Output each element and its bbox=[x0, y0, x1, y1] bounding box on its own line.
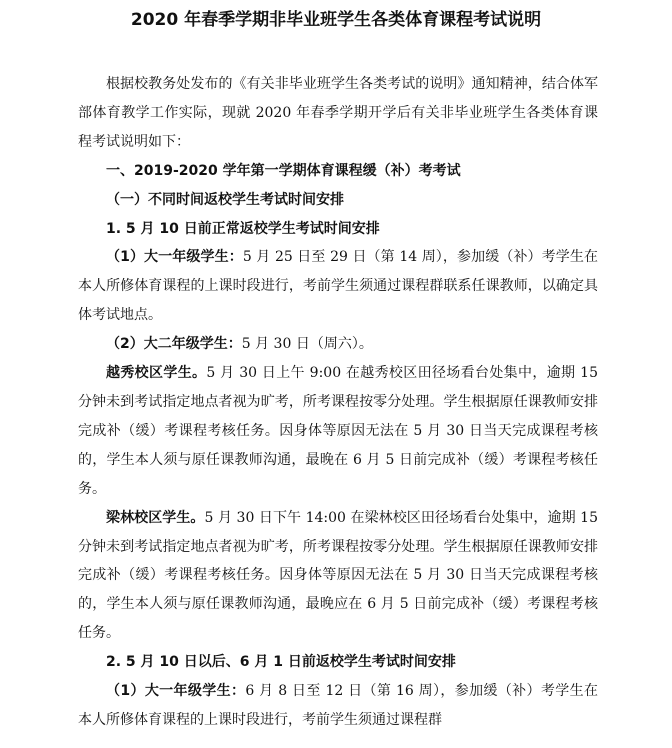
intro-paragraph: 根据校教务处发布的《有关非毕业班学生各类考试的说明》通知精神，结合体军部体育教学工作实际，现就 2020 年春季学期开学后有关非毕业班学生各类体育课程考试说明如下： bbox=[78, 76, 598, 150]
subsection-heading: （一）不同时间返校学生考试时间安排 bbox=[106, 191, 344, 208]
freshman-paragraph bbox=[78, 243, 598, 330]
freshman-label-2: （1）大一年级学生： bbox=[106, 683, 246, 700]
sophomore-paragraph bbox=[78, 330, 598, 359]
item-heading-2: 2. 5 月 10 日以后、6 月 1 日前返校学生考试时间安排 bbox=[106, 654, 456, 671]
yuexiu-paragraph bbox=[78, 359, 598, 504]
yuexiu-label: 越秀校区学生。 bbox=[106, 365, 207, 382]
sophomore-label: （2）大二年级学生： bbox=[106, 336, 242, 353]
freshman-text-2: 6 月 8 日至 12 日（第 16 周），参加缓（补）考学生在本人所修体育课程的上课时段进行，考前学生须通过课程群 bbox=[78, 683, 598, 728]
item-heading: 1. 5 月 10 日前正常返校学生考试时间安排 bbox=[106, 220, 380, 237]
yuexiu-text: 5 月 30 日上午 9:00 在越秀校区田径场看台处集中，逾期 15 分钟未到考试指定地点者视为旷考，所考课程按零分处理。学生根据原任课教师安排完成补（缓）考课程考核任务。因身体等原因无法在 5 月 30 日当天完成课程考核的，学生本人须与原任课教师沟通，最晚在 6 月 5 日前完成补（缓）考课程考核任务。 bbox=[78, 365, 598, 497]
lianglin-paragraph bbox=[78, 504, 598, 649]
lianglin-label: 梁林校区学生。 bbox=[106, 509, 205, 526]
freshman-label: （1）大一年级学生： bbox=[106, 249, 243, 266]
document-body bbox=[78, 70, 598, 735]
document-title: 2020 年春季学期非毕业班学生各类体育课程考试说明 bbox=[130, 10, 542, 30]
freshman-text: 5 月 25 日至 29 日（第 14 周），参加缓（补）考学生在本人所修体育课程的上课时段进行，考前学生须通过课程群联系任课教师，以确定具体考试地点。 bbox=[78, 249, 598, 324]
section-heading: 一、2019-2020 学年第一学期体育课程缓（补）考考试 bbox=[106, 162, 461, 179]
freshman-paragraph-2 bbox=[78, 677, 598, 735]
sophomore-text: 5 月 30 日（周六）。 bbox=[241, 336, 373, 353]
lianglin-text: 5 月 30 日下午 14:00 在梁林校区田径场看台处集中，逾期 15 分钟未到考试指定地点者视为旷考，所考课程按零分处理。学生根据原任课教师安排完成补（缓）考课程考核任务。因身体等原因无法在 5 月 30 日当天完成课程考核的，学生本人须与原任课教师沟通，最晚应在 6 月 5 日前完成补（缓）考课程考核任务。 bbox=[78, 509, 598, 642]
